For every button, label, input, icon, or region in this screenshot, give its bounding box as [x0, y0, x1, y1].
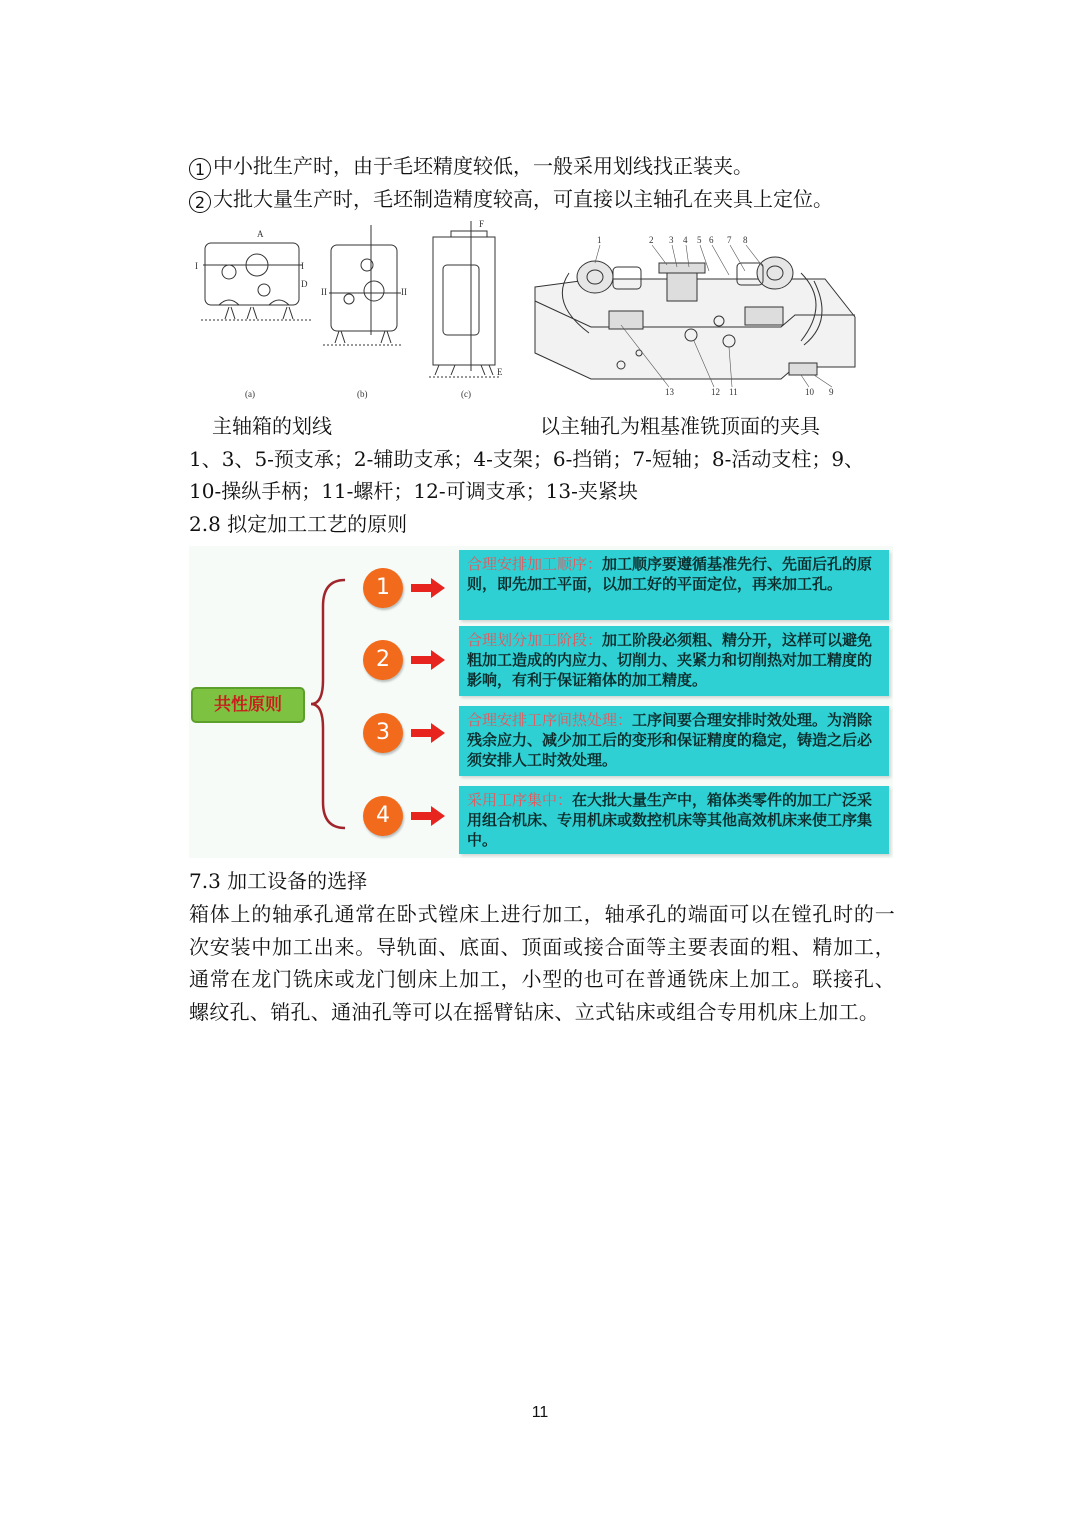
fixture-legend-line-2: 10-操纵手柄；11-螺杆；12-可调支承；13-夹紧块 — [189, 479, 638, 503]
caption-left: 主轴箱的划线 — [212, 414, 332, 438]
principle-body-3: 工序间要合理安排时效处理。为消除残余应力、减少加工后的变形和保证精度的稳定，铸造之后必须安排人工时效处理。 — [467, 711, 873, 769]
intro-item-1-text: 中小批生产时，由于毛坯精度较低，一般采用划线找正装夹。 — [213, 154, 753, 178]
intro-item-1 — [189, 150, 753, 182]
svg-text:13: 13 — [665, 387, 674, 397]
principle-box-2 — [459, 626, 889, 696]
svg-text:9: 9 — [829, 387, 834, 397]
item-marker-1: 1 — [189, 158, 211, 180]
section-28-title: 2.8 拟定加工工艺的原则 — [189, 512, 408, 536]
principle-number-2: 2 — [363, 640, 403, 680]
svg-text:II: II — [401, 287, 407, 297]
svg-text:11: 11 — [729, 387, 738, 397]
svg-text:A: A — [257, 229, 264, 239]
intro-item-2-text: 大批大量生产时，毛坯制造精度较高，可直接以主轴孔在夹具上定位。 — [213, 187, 833, 211]
spindle-box-figure — [189, 215, 869, 405]
common-principle-label: 共性原则 — [191, 687, 305, 723]
principle-number-3: 3 — [363, 713, 403, 753]
principle-box-4 — [459, 786, 889, 854]
principle-head-4: 采用工序集中： — [467, 791, 573, 809]
section-73-body: 箱体上的轴承孔通常在卧式镗床上进行加工，轴承孔的端面可以在镗孔时的一次安装中加工出来。导轨面、底面、顶面或接合面等主要表面的粗、精加工，通常在龙门铣床或龙门刨床上加工，小型的也可在普通铣床上加工。联接孔、螺纹孔、销孔、通油孔等可以在摇臂钻床、立式钻床或组合专用机床上加工。 — [189, 902, 895, 1024]
svg-text:F: F — [479, 219, 485, 229]
svg-text:II: II — [321, 287, 327, 297]
page-number: 11 — [531, 1404, 549, 1421]
principle-head-2: 合理划分加工阶段： — [467, 631, 603, 649]
brace — [309, 576, 349, 832]
principle-number-1: 1 — [363, 568, 403, 608]
drawing-c — [429, 219, 503, 377]
svg-text:12: 12 — [711, 387, 720, 397]
section-73-title: 7.3 加工设备的选择 — [189, 869, 368, 893]
svg-text:I: I — [195, 261, 198, 271]
svg-text:10: 10 — [805, 387, 814, 397]
svg-text:E: E — [497, 367, 503, 377]
sublabel-b: (b) — [357, 389, 368, 399]
arrow-right-icon — [411, 723, 445, 743]
svg-text:7: 7 — [727, 235, 732, 245]
svg-text:1: 1 — [597, 235, 602, 245]
svg-text:6: 6 — [709, 235, 714, 245]
caption-right: 以主轴孔为粗基准铣顶面的夹具 — [540, 414, 820, 438]
svg-text:5: 5 — [697, 235, 702, 245]
principle-body-4: 在大批大量生产中，箱体类零件的加工广泛采用组合机床、专用机床或数控机床等其他高效机床来使工序集中。 — [467, 791, 873, 849]
svg-text:D: D — [301, 279, 308, 289]
fixture-drawing — [535, 257, 855, 379]
principle-head-1: 合理安排加工顺序： — [467, 555, 603, 573]
principles-diagram — [189, 546, 893, 858]
principle-body-2: 加工阶段必须粗、精分开，这样可以避免粗加工造成的内应力、切削力、夹紧力和切削热对加工精度的影响，有利于保证箱体的加工精度。 — [467, 631, 873, 689]
drawing-b — [321, 225, 407, 345]
drawing-a — [195, 229, 311, 320]
sublabel-a: (a) — [245, 389, 255, 399]
arrow-right-icon — [411, 578, 445, 598]
svg-text:4: 4 — [683, 235, 688, 245]
arrow-right-icon — [411, 650, 445, 670]
intro-item-2 — [189, 183, 833, 215]
principle-box-1 — [459, 550, 889, 620]
svg-text:8: 8 — [743, 235, 748, 245]
svg-text:I: I — [301, 261, 304, 271]
principle-body-1: 加工顺序要遵循基准先行、先面后孔的原则，即先加工平面，以加工好的平面定位，再来加工孔。 — [467, 555, 873, 593]
item-marker-2: 2 — [189, 191, 211, 213]
principle-number-4: 4 — [363, 796, 403, 836]
sublabel-c: (c) — [461, 389, 471, 399]
svg-text:3: 3 — [669, 235, 674, 245]
arrow-right-icon — [411, 806, 445, 826]
svg-text:2: 2 — [649, 235, 654, 245]
principle-head-3: 合理安排工序间热处理： — [467, 711, 633, 729]
principle-box-3 — [459, 706, 889, 776]
fixture-legend-line-1: 1、3、5-预支承；2-辅助支承；4-支架；6-挡销；7-短轴；8-活动支柱；9、 — [189, 447, 865, 471]
